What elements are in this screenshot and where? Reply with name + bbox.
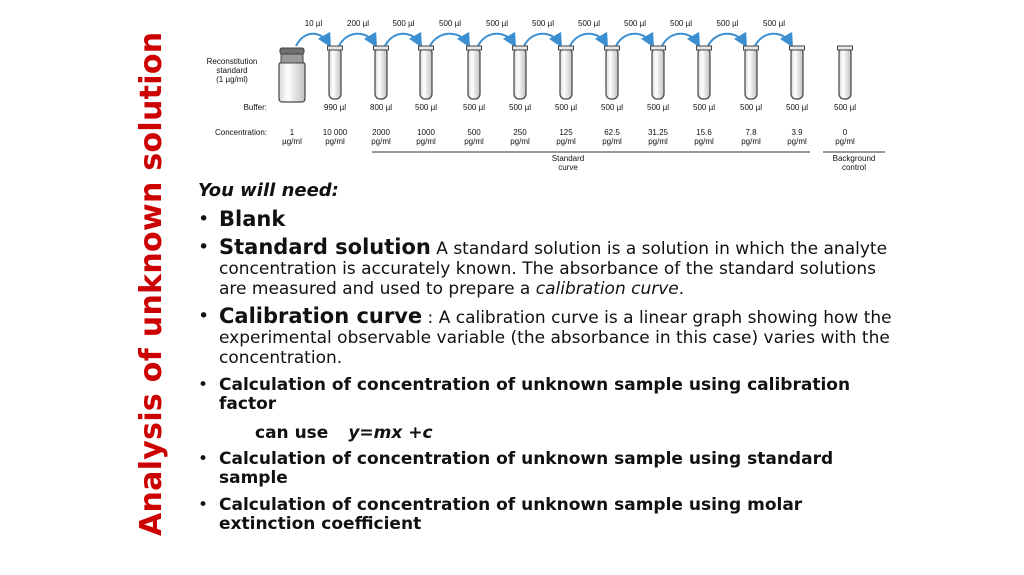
concentration-value: 10 000 xyxy=(322,128,348,137)
test-tube xyxy=(329,48,341,99)
bullet-molar-extinction xyxy=(198,496,898,534)
standard-solution-period: . xyxy=(678,279,685,299)
bullet-calibration-factor xyxy=(198,376,898,414)
test-tube xyxy=(791,48,803,99)
concentration-unit: pg/ml xyxy=(648,137,668,146)
concentration-value: 250 xyxy=(513,128,527,137)
transfer-volume: 500 µl xyxy=(763,19,785,28)
test-tube xyxy=(606,48,618,99)
bullet-list-2 xyxy=(198,450,898,534)
bullet-standard-solution xyxy=(198,235,898,299)
test-tube-rim xyxy=(419,46,434,50)
concentration-label: Concentration: xyxy=(214,128,267,137)
content-area xyxy=(198,180,898,534)
buffer-value: 500 µl xyxy=(601,103,623,112)
buffer-value: 800 µl xyxy=(370,103,392,112)
concentration-unit: pg/ml xyxy=(741,137,761,146)
transfer-volume: 500 µl xyxy=(716,19,739,28)
test-tube xyxy=(514,48,526,99)
molar-extinction-text: Calculation of concentration of unknown sample using molar extinction coefficient xyxy=(219,495,803,534)
test-tube-rim xyxy=(513,46,528,50)
transfer-volume: 10 µl xyxy=(304,19,323,28)
transfer-volume-labels xyxy=(305,19,785,28)
serial-dilution-diagram xyxy=(185,8,895,180)
test-tube-rim xyxy=(374,46,389,50)
buffer-label: Buffer: xyxy=(243,103,267,112)
concentration-unit: pg/ml xyxy=(787,137,807,146)
buffer-value: 500 µl xyxy=(693,103,715,112)
test-tube-rim xyxy=(790,46,805,50)
concentration-value: 62.5 xyxy=(604,128,620,137)
transfer-arrow xyxy=(385,34,420,46)
concentration-value: 31.25 xyxy=(647,128,669,137)
equation-text: y=mx +c xyxy=(348,423,433,443)
bullet-blank xyxy=(198,207,898,231)
transfer-arrow xyxy=(755,34,791,46)
test-tube xyxy=(745,48,757,99)
concentration-unit: pg/ml xyxy=(464,137,484,146)
transfer-arrow xyxy=(570,34,606,46)
concentration-unit: pg/ml xyxy=(325,137,345,146)
concentration-value: 15.6 xyxy=(696,128,712,137)
concentration-value: 125 xyxy=(559,128,573,137)
reconstitution-label-line3: (1 µg/ml) xyxy=(216,75,248,84)
buffer-value: 500 µl xyxy=(415,103,437,112)
standard-curve-label-line2: curve xyxy=(558,163,578,172)
buffer-value: 500 µl xyxy=(740,103,762,112)
buffer-value: 500 µl xyxy=(555,103,577,112)
tubes xyxy=(279,46,853,102)
standard-curve-label-line1: Standard xyxy=(551,154,585,163)
transfer-arrow xyxy=(296,34,329,46)
test-tube-rim xyxy=(467,46,482,50)
can-use-text: can use xyxy=(255,423,329,443)
transfer-volume: 500 µl xyxy=(486,19,508,28)
you-will-need-heading: You will need: xyxy=(198,180,339,201)
reconstitution-label-line2: standard xyxy=(216,66,248,75)
reconstitution-label-line1: Reconstitution xyxy=(206,57,258,66)
concentration-value: 0 xyxy=(842,128,848,137)
reconstitution-vial xyxy=(279,62,305,102)
buffer-value: 500 µl xyxy=(509,103,531,112)
calibration-curve-definition: : A calibration curve is a linear graph showing how the experimental observable variable (the absorbance in this case) varies with the concentration. xyxy=(219,308,892,368)
concentration-unit: µg/ml xyxy=(282,137,302,146)
bracket-lines xyxy=(372,152,885,172)
transfer-volume: 200 µl xyxy=(347,19,369,28)
concentration-value: 3.9 xyxy=(791,128,803,137)
buffer-value: 500 µl xyxy=(834,103,856,112)
concentration-value: 2000 xyxy=(372,128,390,137)
buffer-value: 500 µl xyxy=(786,103,808,112)
concentration-unit: pg/ml xyxy=(371,137,391,146)
concentration-unit: pg/ml xyxy=(416,137,436,146)
standard-sample-text: Calculation of concentration of unknown sample using standard sample xyxy=(219,449,834,488)
side-title: Analysis of unknown solution xyxy=(134,31,169,536)
transfer-arrow xyxy=(430,34,468,46)
transfer-volume: 500 µl xyxy=(624,19,646,28)
transfer-arrow xyxy=(524,34,560,46)
transfer-arrow xyxy=(616,34,652,46)
transfer-arrow xyxy=(339,34,375,46)
test-tube xyxy=(698,48,710,99)
concentration-unit: pg/ml xyxy=(835,137,855,146)
standard-solution-term: Standard solution xyxy=(219,235,431,259)
concentration-value: 500 xyxy=(467,128,481,137)
transfer-volume: 500 µl xyxy=(578,19,600,28)
transfer-volume: 500 µl xyxy=(532,19,554,28)
test-tube-rim xyxy=(744,46,759,50)
bullet-list xyxy=(198,207,898,414)
vial-cap-top xyxy=(280,48,304,54)
transfer-arrow xyxy=(478,34,514,46)
test-tube-rim xyxy=(651,46,666,50)
row-labels xyxy=(207,57,267,137)
transfer-volume: 500 µl xyxy=(670,19,692,28)
test-tube-rim xyxy=(328,46,343,50)
test-tube xyxy=(375,48,387,99)
background-control-label-line2: control xyxy=(841,163,867,172)
test-tube xyxy=(468,48,480,99)
transfer-arrow xyxy=(662,34,698,46)
transfer-arrows xyxy=(296,34,791,46)
test-tube xyxy=(560,48,572,99)
transfer-volume: 500 µl xyxy=(392,19,415,28)
test-tube xyxy=(420,48,432,99)
concentration-unit: pg/ml xyxy=(556,137,576,146)
buffer-value: 500 µl xyxy=(647,103,669,112)
bullet-calibration-curve xyxy=(198,304,898,368)
background-control-label-line1: Background xyxy=(832,154,876,163)
bullet-blank-text: Blank xyxy=(219,207,286,231)
calibration-curve-term: Calibration curve xyxy=(219,304,423,328)
concentration-value: 1000 xyxy=(417,128,435,137)
concentration-unit: pg/ml xyxy=(602,137,622,146)
buffer-value: 990 µl xyxy=(324,103,346,112)
bullet-standard-sample xyxy=(198,450,898,488)
concentration-unit: pg/ml xyxy=(510,137,530,146)
calibration-factor-text: Calculation of concentration of unknown sample using calibration factor xyxy=(219,375,851,414)
test-tube-rim xyxy=(605,46,620,50)
test-tube xyxy=(839,48,851,99)
standard-solution-definition: A standard solution is a solution in which the analyte concentration is accurately known. The absorbance of the standard solutions are measured and used to prepare a xyxy=(219,239,888,299)
calibration-curve-italic: calibration curve xyxy=(535,279,679,299)
test-tube xyxy=(652,48,664,99)
test-tube-rim xyxy=(559,46,574,50)
concentration-value: 1 xyxy=(289,128,295,137)
concentration-values xyxy=(282,128,855,146)
can-use-equation xyxy=(255,423,898,443)
transfer-volume: 500 µl xyxy=(439,19,461,28)
test-tube-rim xyxy=(838,46,853,50)
test-tube-rim xyxy=(697,46,712,50)
buffer-values xyxy=(324,103,856,112)
buffer-value: 500 µl xyxy=(463,103,485,112)
concentration-value: 7.8 xyxy=(745,128,757,137)
concentration-unit: pg/ml xyxy=(694,137,714,146)
transfer-arrow xyxy=(708,34,745,46)
